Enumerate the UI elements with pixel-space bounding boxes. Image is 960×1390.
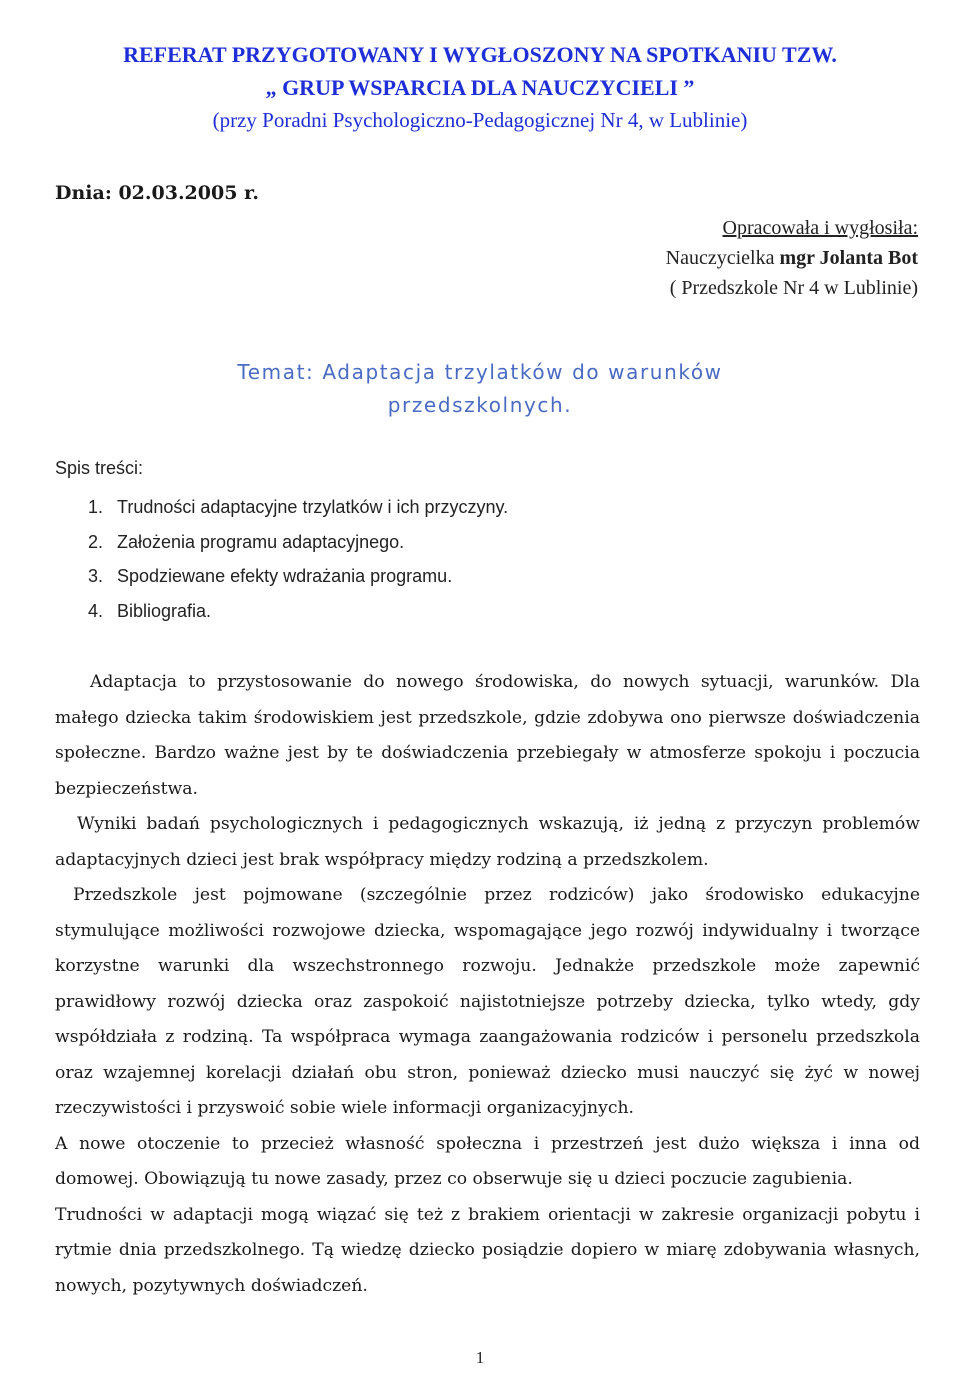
- body-paragraph: Przedszkole jest pojmowane (szczególnie przez rodziców) jako środowisko edukacyjne stymulujące możliwości rozwojowe dziecka, wspomagające jego rozwój indywidualny i tworzące korzystne warunki dla wszechstronnego rozwoju. Jednakże przedszkole może zapewnić prawidłowy rozwój dziecka oraz zaspokoić najistotniejsze potrzeby dziecka, tylko wtedy, gdy współdziała z rodziną. Ta współpraca wymaga zaangażowania rodziców i personelu przedszkola oraz wzajemnej korelacji działań obu stron, ponieważ dziecko musi nauczyć się żyć w nowej rzeczywistości i przyswoić sobie wiele informacji organizacyjnych.: [55, 885, 920, 1118]
- toc-item: [88, 525, 508, 560]
- header-line-1: REFERAT PRZYGOTOWANY I WYGŁOSZONY NA SPOTKANIU TZW.: [123, 42, 837, 67]
- topic-line-1: Temat: Adaptacja trzylatków do warunków: [237, 360, 723, 384]
- toc-title: Spis treści:: [55, 458, 144, 478]
- author-name: mgr Jolanta Bot: [779, 247, 918, 269]
- date-line: Dnia: 02.03.2005 r.: [55, 182, 259, 204]
- body-paragraph: A nowe otoczenie to przecież własność społeczna i przestrzeń jest dużo większa i inna od domowej. Obowiązują tu nowe zasady, przez co obserwuje się u dzieci poczucie zagubienia.: [55, 1133, 920, 1189]
- body-paragraph: Adaptacja to przystosowanie do nowego środowiska, do nowych sytuacji, warunków. Dla małego dziecka takim środowiskiem jest przedszkole, gdzie zdobywa ono pierwsze doświadczenia społeczne. Bardzo ważne jest by te doświadczenia przebiegały w atmosferze spokoju i poczucia bezpieczeństwa.: [55, 672, 920, 799]
- page-number: 1: [475, 1348, 485, 1367]
- toc-item-number: 4.: [88, 600, 104, 621]
- toc-item: [88, 594, 508, 629]
- author-institution: ( Przedszkole Nr 4 w Lublinie): [669, 277, 918, 299]
- header-line-3: (przy Poradni Psychologiczno-Pedagogicznej Nr 4, w Lublinie): [212, 108, 748, 132]
- header-line-2: „ GRUP WSPARCIA DLA NAUCZYCIELI ”: [265, 75, 695, 100]
- toc-item-number: 1.: [88, 497, 104, 517]
- author-title: Nauczycielka: [665, 247, 780, 269]
- body-paragraph: Trudności w adaptacji mogą wiązać się też z brakiem orientacji w zakresie organizacji pobytu i rytmie dnia przedszkolnego. Tą wiedzę dziecko posiądzie dopiero w miarę zdobywania własnych, nowych, pozytywnych doświadczeń.: [55, 1204, 920, 1296]
- toc-item-number: 2.: [88, 531, 104, 552]
- topic-heading: [80, 356, 880, 422]
- toc-item-number: 3.: [88, 566, 104, 586]
- author-role: Opracowała i wygłosiła:: [722, 217, 918, 239]
- table-of-contents: [88, 490, 508, 628]
- toc-item-text: Spodziewane efekty wdrażania programu.: [117, 566, 453, 586]
- toc-item: [88, 559, 508, 594]
- author-name-line: [666, 243, 918, 273]
- author-block: [666, 213, 918, 303]
- toc-item-text: Trudności adaptacyjne trzylatków i ich przyczyny.: [117, 497, 509, 517]
- toc-item-text: Założenia programu adaptacyjnego.: [117, 531, 405, 552]
- toc-item: [88, 490, 508, 525]
- body-text: [55, 665, 920, 1304]
- referat-header: [60, 38, 900, 137]
- body-paragraph: Wyniki badań psychologicznych i pedagogicznych wskazują, iż jedną z przyczyn problemów adaptacyjnych dzieci jest brak współpracy między rodziną a przedszkolem.: [55, 814, 920, 870]
- topic-line-2: przedszkolnych.: [387, 393, 573, 417]
- toc-item-text: Bibliografia.: [117, 600, 212, 621]
